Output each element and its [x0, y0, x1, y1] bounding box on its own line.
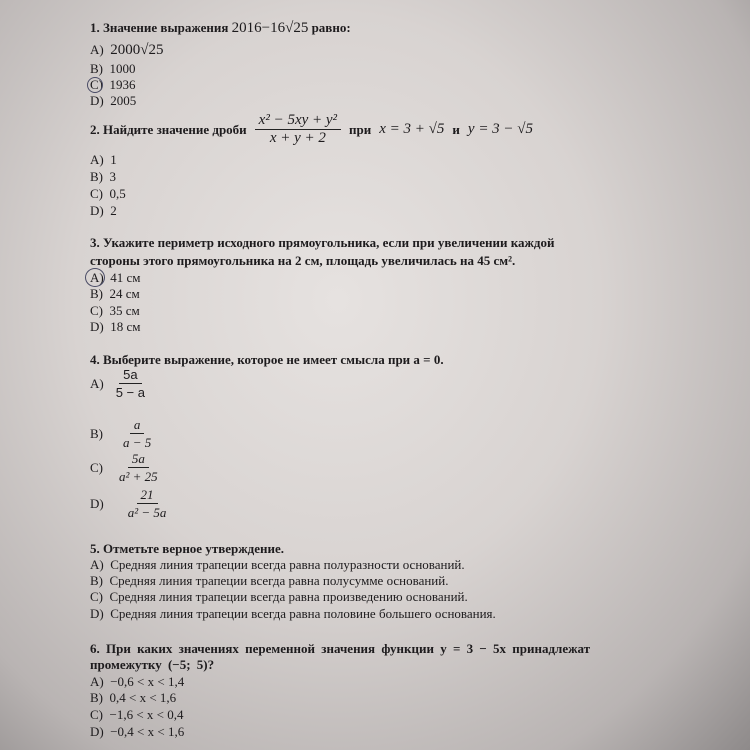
fraction-numerator: a — [130, 416, 145, 434]
option-d[interactable] — [90, 486, 170, 521]
option-a[interactable] — [90, 557, 465, 572]
fraction-numerator: 5a — [119, 366, 141, 384]
option-d[interactable] — [90, 606, 496, 621]
question-3-line-1: 3. Укажите периметр исходного прямоугольника, если при увеличении каждой — [90, 235, 555, 250]
fraction-denominator: a² + 25 — [119, 469, 158, 484]
option-letter: C) — [90, 460, 103, 475]
option-fraction — [115, 450, 162, 485]
question-2-fraction — [255, 112, 341, 147]
option-letter: B) — [90, 61, 103, 76]
option-value: −1,6 < x < 0,4 — [109, 707, 184, 722]
y-condition: y = 3 − √5 — [467, 121, 534, 137]
option-letter: D) — [90, 606, 104, 621]
option-value: 2 — [110, 203, 117, 218]
option-letter: B) — [90, 286, 103, 301]
option-a[interactable] — [90, 366, 149, 401]
option-value: 1000 — [109, 61, 136, 76]
option-letter: D) — [90, 724, 104, 739]
fraction-denominator: 5 − a — [115, 385, 145, 400]
option-letter: B) — [90, 426, 103, 441]
option-letter: D) — [90, 203, 104, 218]
option-c[interactable] — [90, 303, 140, 318]
option-letter: C) — [90, 589, 103, 604]
option-a[interactable] — [90, 674, 184, 689]
fraction-numerator: x² − 5xy + y² — [255, 112, 341, 130]
option-b[interactable] — [90, 286, 140, 301]
option-value: 24 см — [109, 286, 140, 301]
question-1-expression: 2016−16√25 — [231, 20, 309, 36]
x-condition: x = 3 + √5 — [379, 121, 445, 137]
option-letter: C) — [90, 186, 103, 201]
option-value: 2000√25 — [110, 42, 164, 58]
option-value: 2005 — [110, 93, 137, 108]
question-1-title: 1. Значение выражения — [90, 20, 229, 35]
question-4-title: 4. Выберите выражение, которое не имеет смысла при a = 0. — [90, 352, 444, 367]
answer-circle-mark — [87, 77, 103, 93]
option-c[interactable] — [90, 450, 162, 485]
option-letter: C) — [90, 707, 103, 722]
option-letter: B) — [90, 169, 103, 184]
option-fraction — [124, 486, 171, 521]
option-letter: C) — [90, 77, 103, 92]
option-c[interactable] — [90, 707, 184, 722]
option-letter: D) — [90, 319, 104, 334]
option-value: −0,4 < x < 1,6 — [110, 724, 185, 739]
option-b[interactable] — [90, 690, 176, 705]
option-d[interactable] — [90, 203, 117, 218]
option-value: Средняя линия трапеции всегда равна произведению оснований. — [109, 589, 468, 604]
option-b[interactable] — [90, 573, 448, 588]
fraction-denominator: a² − 5a — [127, 505, 167, 520]
question-6-line-2: промежутку (−5; 5)? — [90, 657, 215, 672]
option-letter: A) — [90, 557, 104, 572]
question-6-line-1: 6. При каких значениях переменной значения функции y = 3 − 5x принадлежат — [90, 641, 591, 656]
question-5-title: 5. Отметьте верное утверждение. — [90, 541, 285, 556]
question-1-tail: равно: — [311, 20, 351, 35]
option-value: 41 см — [110, 270, 141, 285]
option-d[interactable] — [90, 724, 184, 739]
option-d[interactable] — [90, 93, 136, 108]
question-3-line-2: стороны этого прямоугольника на 2 см, площадь увеличилась на 45 см². — [90, 253, 516, 268]
question-2-mid: при — [349, 121, 372, 137]
option-value: 35 см — [109, 303, 140, 318]
option-d[interactable] — [90, 319, 140, 334]
option-c[interactable] — [90, 589, 468, 604]
option-letter: A) — [90, 152, 104, 167]
option-a[interactable] — [90, 42, 163, 58]
option-letter: B) — [90, 573, 103, 588]
fraction-denominator: a − 5 — [123, 435, 152, 450]
option-value: 18 см — [110, 319, 141, 334]
fraction-numerator: 21 — [137, 486, 158, 504]
option-value: 3 — [109, 169, 116, 184]
option-letter: A) — [90, 42, 104, 57]
option-value: 1936 — [109, 77, 136, 92]
option-value: Средняя линия трапеции всегда равна половине большего основания. — [110, 606, 496, 621]
option-b[interactable] — [90, 416, 155, 451]
option-fraction — [119, 416, 155, 451]
option-letter: A) — [90, 376, 104, 391]
option-value: 0,5 — [109, 186, 126, 201]
option-value: −0,6 < x < 1,4 — [110, 674, 185, 689]
option-value: 0,4 < x < 1,6 — [109, 690, 177, 705]
option-value: Средняя линия трапеции всегда равна полуразности оснований. — [110, 557, 465, 572]
option-c[interactable] — [90, 186, 126, 201]
question-2-and: и — [452, 121, 460, 137]
option-a[interactable] — [90, 152, 117, 167]
option-value: Средняя линия трапеции всегда равна полусумме оснований. — [109, 573, 449, 588]
option-fraction — [112, 366, 149, 401]
fraction-numerator: 5a — [128, 450, 149, 468]
fraction-denominator: x + y + 2 — [269, 130, 326, 146]
answer-circle-mark — [85, 268, 105, 287]
option-letter: D) — [90, 93, 104, 108]
option-letter: C) — [90, 303, 103, 318]
option-b[interactable] — [90, 169, 116, 184]
option-value: 1 — [110, 152, 117, 167]
option-b[interactable] — [90, 61, 136, 76]
question-2-title: 2. Найдите значение дроби — [90, 121, 247, 137]
option-letter: A) — [90, 674, 104, 689]
option-letter: A) — [90, 270, 104, 285]
option-letter: D) — [90, 496, 104, 511]
option-letter: B) — [90, 690, 103, 705]
